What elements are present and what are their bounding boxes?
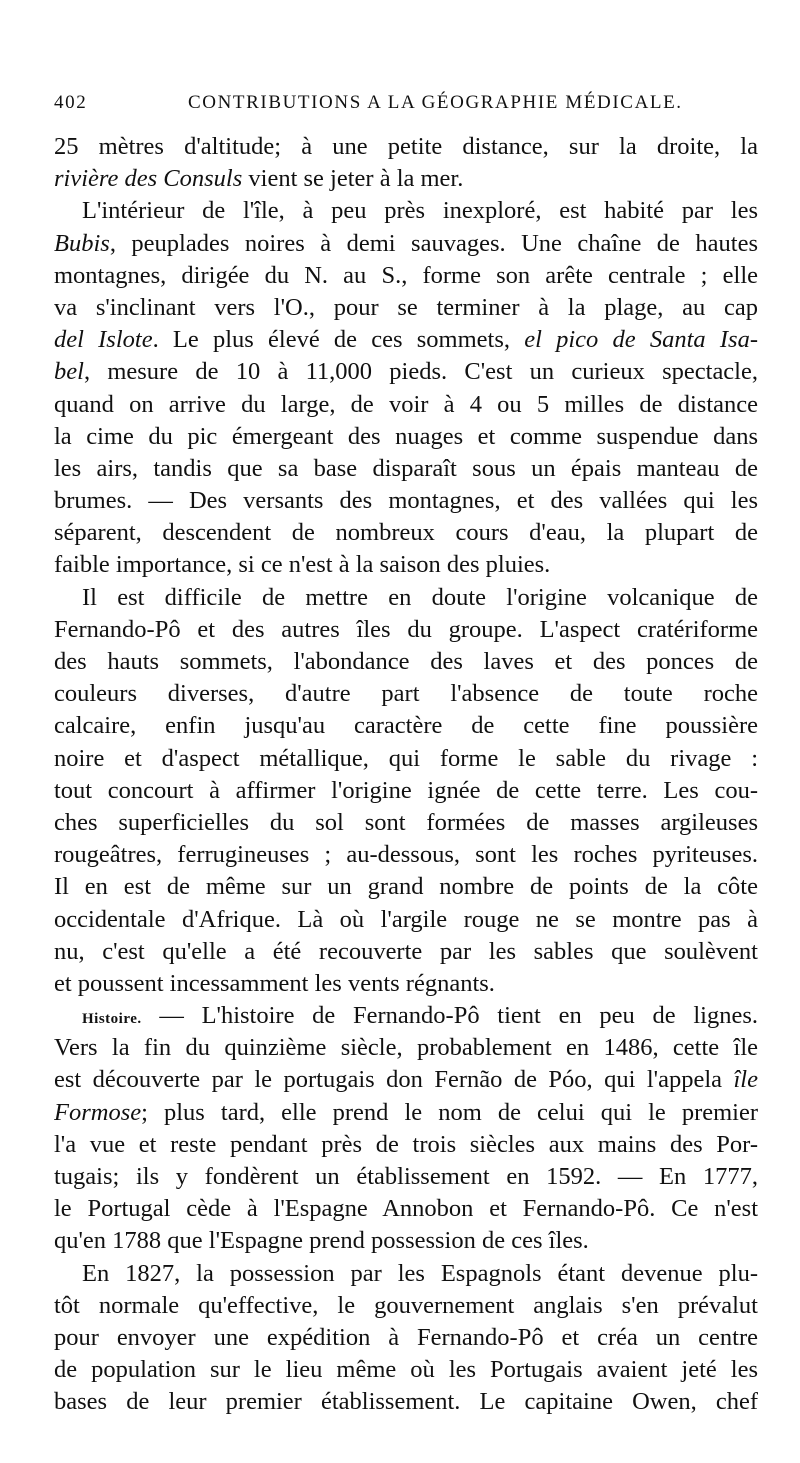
text-line: noire et d'aspect métallique, qui forme le sable du rivage : [54, 744, 758, 772]
text-line: couleurs diverses, d'autre part l'absence de toute roche [54, 680, 758, 708]
text-line: des hauts sommets, l'abondance des laves et des ponces de [54, 648, 758, 675]
text-line: tôt normale qu'effective, le gouvernement anglais s'en prévalut [54, 1291, 758, 1319]
running-title: CONTRIBUTIONS A LA GÉOGRAPHIE MÉDICALE. [188, 92, 683, 113]
text-segment: ; plus tard, elle prend le nom de celui qui le premier [141, 1098, 758, 1126]
text-line: L'intérieur de l'île, à peu près inexploré, est habité par les [82, 197, 758, 225]
italic-text: del Islote [54, 326, 153, 354]
text-line: tout concourt à affirmer l'origine ignée de cette terre. Les cou- [54, 776, 758, 804]
text-line: Il en est de même sur un grand nombre de points de la côte [54, 873, 758, 901]
italic-text: île [733, 1066, 758, 1094]
text-line: Vers la fin du quinzième siècle, probablement en 1486, cette île [54, 1034, 758, 1062]
italic-text: Bubis [54, 229, 110, 257]
text-segment: , mesure de 10 à 11,000 pieds. C'est un curieux spectacle, [83, 358, 758, 386]
text-line: bases de leur premier établissement. Le capitaine Owen, chef [54, 1388, 758, 1416]
text-line: séparent, descendent de nombreux cours d'eau, la plupart de [54, 519, 758, 547]
text-line [54, 356, 758, 388]
text-segment: vient se jeter à la mer. [242, 165, 464, 193]
text-line: tugais; ils y fondèrent un établissement en 1592. — En 1777, [54, 1163, 758, 1190]
italic-text: Formose [54, 1098, 142, 1126]
text-segment: . Le plus élevé de ces sommets, [152, 326, 525, 354]
text-line: brumes. — Des versants des montagnes, et des vallées qui les [54, 487, 758, 515]
section-heading: Histoire. [82, 1011, 142, 1028]
text-segment: , peuplades noires à demi sauvages. Une chaîne de hautes [109, 229, 758, 257]
text-segment: — L'histoire de Fernando-Pô tient en peu de lignes. [141, 1002, 758, 1030]
italic-text: rivière des Consuls [54, 165, 243, 193]
text-line: le Portugal cède à l'Espagne Annobon et Fernando-Pô. Ce n'est [54, 1195, 758, 1223]
text-line: montagnes, dirigée du N. au S., forme son arête centrale ; elle [54, 261, 758, 289]
page-header [54, 92, 758, 122]
body-text [54, 131, 758, 1419]
text-segment: est découverte par le portugais don Fernão de Póo, qui l'appela [54, 1066, 734, 1094]
text-line: calcaire, enfin jusqu'au caractère de cette fine poussière [54, 712, 758, 740]
text-line: et poussent incessamment les vents régnants. [54, 969, 495, 997]
text-line [54, 1064, 758, 1096]
text-line: ches superficielles du sol sont formées de masses argileuses [54, 808, 758, 836]
text-line: faible importance, si ce n'est à la saison des pluies. [54, 551, 551, 579]
text-line: de population sur le lieu même où les Portugais avaient jeté les [54, 1356, 758, 1384]
text-line [54, 228, 758, 260]
text-line: rougeâtres, ferrugineuses ; au-dessous, sont les roches pyriteuses. [54, 841, 758, 869]
text-line: l'a vue et reste pendant près de trois siècles aux mains des Por- [54, 1130, 758, 1158]
text-line: la cime du pic émergeant des nuages et comme suspendue dans [54, 422, 758, 450]
text-line [54, 324, 758, 356]
text-line: les airs, tandis que sa base disparaît sous un épais manteau de [54, 454, 758, 482]
italic-text: bel [54, 358, 84, 386]
text-line: nu, c'est qu'elle a été recouverte par les sables que soulèvent [54, 937, 758, 965]
text-line: occidentale d'Afrique. Là où l'argile rouge ne se montre pas à [54, 905, 758, 933]
text-line: En 1827, la possession par les Espagnols étant devenue plu- [82, 1259, 758, 1287]
text-line: 25 mètres d'altitude; à une petite distance, sur la droite, la [54, 133, 758, 160]
text-line [54, 1097, 758, 1129]
text-line: pour envoyer une expédition à Fernando-Pô et créa un centre [54, 1323, 758, 1351]
text-line: va s'inclinant vers l'O., pour se terminer à la plage, au cap [54, 293, 758, 321]
page-number: 402 [54, 92, 88, 113]
italic-text: el pico de Santa Isa- [524, 326, 758, 354]
text-line [54, 1000, 758, 1032]
text-line [54, 163, 758, 195]
text-line: Il est difficile de mettre en doute l'origine volcanique de [82, 583, 758, 611]
text-line: Fernando-Pô et des autres îles du groupe. L'aspect cratériforme [54, 615, 758, 643]
text-line: quand on arrive du large, de voir à 4 ou 5 milles de distance [54, 390, 758, 418]
text-line: qu'en 1788 que l'Espagne prend possession de ces îles. [54, 1227, 589, 1255]
